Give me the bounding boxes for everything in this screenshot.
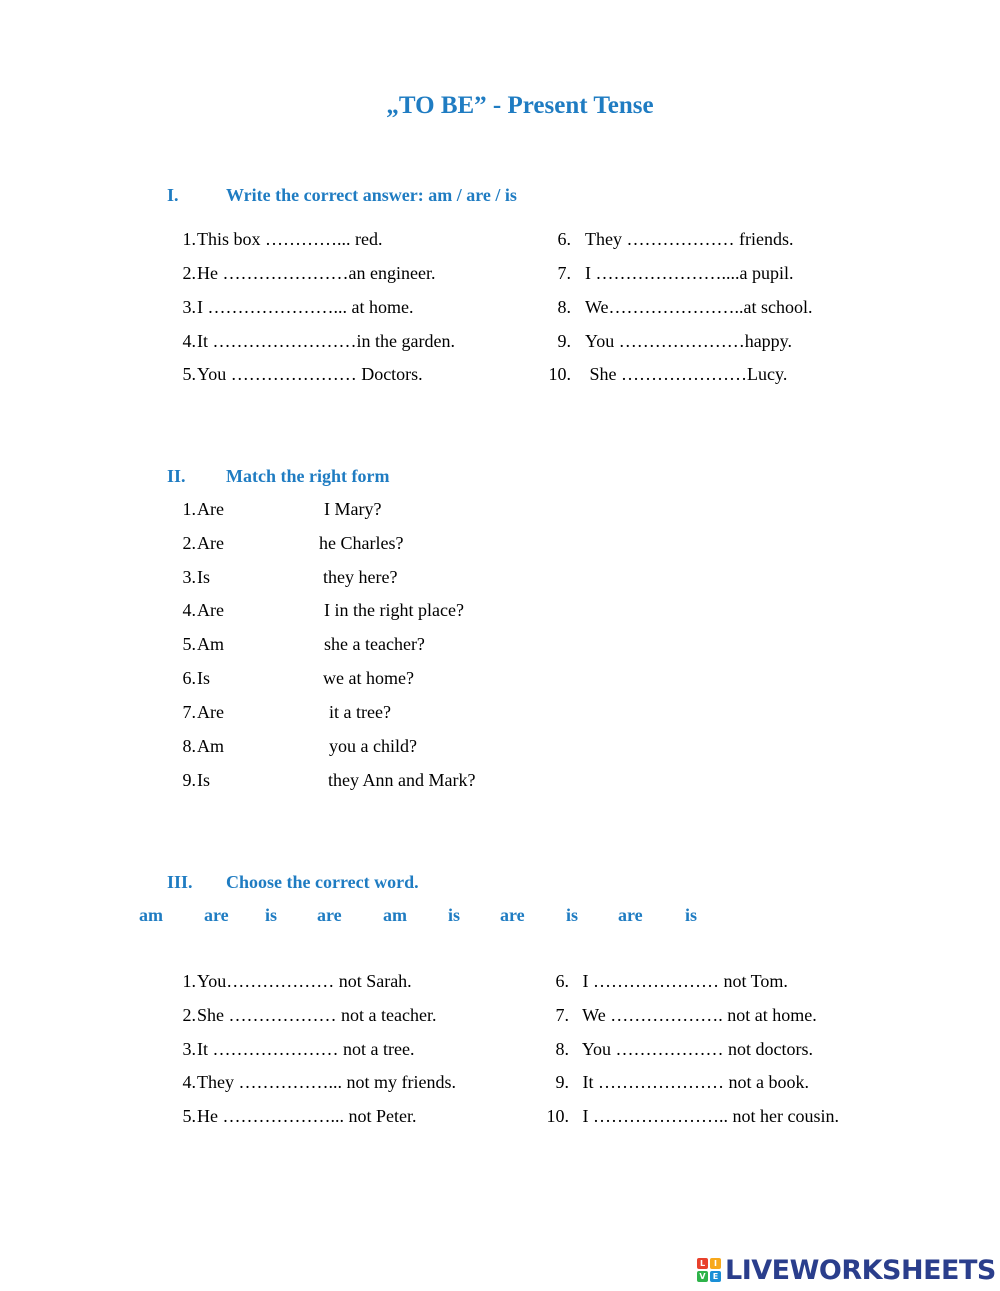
liveworksheets-logo (697, 1253, 996, 1287)
s1-item-2: 2. He …………………an engineer. (182, 263, 436, 283)
logo-letter: V (697, 1271, 708, 1282)
section-2-number: II. (167, 466, 186, 486)
section-3-heading: Choose the correct word. (226, 872, 419, 892)
s2-phrase-5: she a teacher? (324, 634, 425, 654)
s3-item-4: 4. They ……………... not my friends. (182, 1072, 456, 1092)
section-1-heading: Write the correct answer: am / are / is (226, 185, 517, 205)
word-bank-word: is (265, 905, 278, 925)
s2-verb-8: 8. Am (182, 736, 224, 756)
s1-item-3: 3. I …………………... at home. (182, 297, 414, 317)
s3-item-8: 8. You ……………… not doctors. (555, 1039, 814, 1059)
s3-item-6: 6. I ………………… not Tom. (555, 971, 788, 991)
s2-phrase-8: you a child? (329, 736, 417, 756)
word-bank-word: am (139, 905, 163, 925)
s2-verb-7: 7. Are (182, 702, 224, 722)
s3-item-7: 7. We ………………. not at home. (555, 1005, 817, 1025)
liveworksheets-logo-text: LIVEWORKSHEETS (725, 1254, 996, 1286)
s3-item-9: 9. It ………………… not a book. (555, 1072, 809, 1092)
logo-letter: L (697, 1258, 708, 1269)
s1-item-9: 9. You …………………happy. (557, 331, 793, 351)
s3-item-1: 1. You……………… not Sarah. (182, 971, 412, 991)
s2-verb-6: 6. Is (182, 668, 210, 688)
word-bank-word: is (685, 905, 698, 925)
s1-item-1: 1. This box …………... red. (182, 229, 383, 249)
word-bank-word: are (500, 905, 525, 925)
s3-item-3: 3. It ………………… not a tree. (182, 1039, 415, 1059)
s3-item-10: 10. I ………………….. not her cousin. (546, 1106, 839, 1126)
s2-verb-3: 3. Is (182, 567, 210, 587)
word-bank-word: is (448, 905, 461, 925)
s2-phrase-1: I Mary? (324, 499, 382, 519)
s1-item-8: 8. We…………………..at school. (557, 297, 813, 317)
s1-item-4: 4. It ……………………in the garden. (182, 331, 455, 351)
s2-phrase-6: we at home? (323, 668, 414, 688)
section-3-number: III. (167, 872, 193, 892)
section-2-heading: Match the right form (226, 466, 390, 486)
s2-verb-5: 5. Am (182, 634, 224, 654)
word-bank-word: is (566, 905, 579, 925)
s2-phrase-2: he Charles? (319, 533, 404, 553)
word-bank-word: am (383, 905, 407, 925)
s2-phrase-3: they here? (323, 567, 398, 587)
logo-letter: I (710, 1258, 721, 1269)
s3-item-5: 5. He ………………... not Peter. (182, 1106, 417, 1126)
s2-verb-2: 2. Are (182, 533, 224, 553)
word-bank-word: are (618, 905, 643, 925)
logo-letter: E (710, 1271, 721, 1282)
s2-phrase-9: they Ann and Mark? (328, 770, 476, 790)
page-title: „TO BE” - Present Tense (386, 92, 654, 119)
s1-item-10: 10. She …………………Lucy. (548, 364, 788, 384)
s2-phrase-4: I in the right place? (324, 600, 464, 620)
word-bank-word: are (204, 905, 229, 925)
s1-item-6: 6. They ……………… friends. (557, 229, 794, 249)
s1-item-7: 7. I …………………....a pupil. (557, 263, 794, 283)
section-1-number: I. (167, 185, 179, 205)
s2-verb-1: 1. Are (182, 499, 224, 519)
s2-verb-9: 9. Is (182, 770, 210, 790)
s2-verb-4: 4. Are (182, 600, 224, 620)
liveworksheets-logo-icon (697, 1258, 721, 1282)
s2-phrase-7: it a tree? (329, 702, 391, 722)
s3-item-2: 2. She ……………… not a teacher. (182, 1005, 437, 1025)
word-bank-word: are (317, 905, 342, 925)
s1-item-5: 5. You ………………… Doctors. (182, 364, 423, 384)
